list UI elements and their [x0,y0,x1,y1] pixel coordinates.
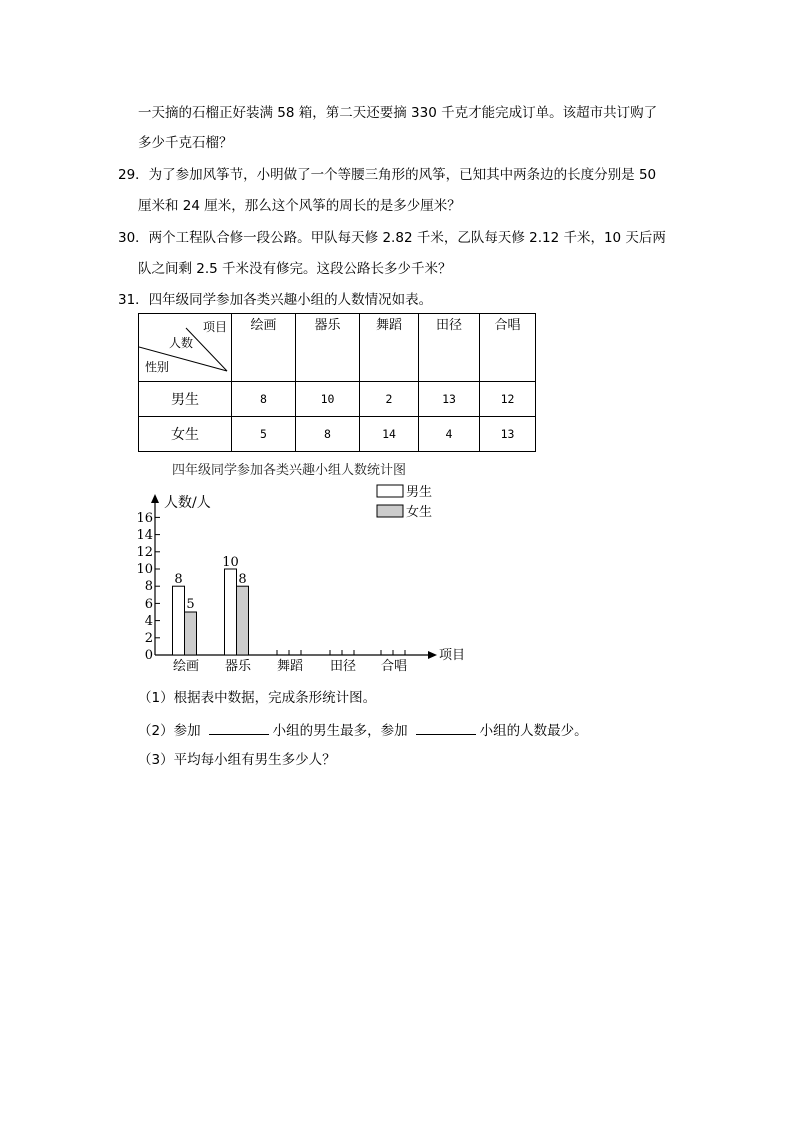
q29-line1: 29．为了参加风筝节，小明做了一个等腰三角形的风筝，已知其中两条边的长度分别是 50 [118,167,657,183]
q28-line1: 一天摘的石榴正好装满 58 箱，第二天还要摘 330 千克才能完成订单。该超市共订购了 [138,105,658,121]
column-header: 田径 [419,314,480,382]
table-cell: 13 [480,417,536,452]
bar-painting-male [173,586,185,655]
legend-male-label: 男生 [406,485,433,500]
column-header: 合唱 [480,314,536,382]
svg-text:12: 12 [136,545,153,560]
column-header: 绘画 [232,314,296,382]
table-cell: 8 [232,382,296,417]
sub-question-2 [138,720,588,740]
svg-text:绘画: 绘画 [172,659,200,674]
svg-text:10: 10 [136,562,153,577]
svg-text:器乐: 器乐 [224,659,252,674]
legend-male-swatch [377,485,403,497]
corner-label-gender: 性别 [145,360,170,374]
x-category-labels [173,658,407,674]
bar-label: 5 [186,597,195,612]
sub2-part-b: 小组的男生最多，参加 [272,723,408,739]
x-axis-label: 项目 [439,648,466,663]
y-axis-label: 人数/人 [164,495,211,511]
q29-line2: 厘米和 24 厘米，那么这个风筝的周长的是多少厘米？ [138,198,461,214]
bar-instrument-female [237,586,249,655]
table-cell: 10 [296,382,360,417]
q31-intro: 31．四年级同学参加各类兴趣小组的人数情况如表。 [118,292,433,308]
x-axis-arrow-icon [428,651,437,659]
svg-text:田径: 田径 [329,659,357,674]
table-cell: 8 [296,417,360,452]
table-cell: 5 [232,417,296,452]
legend-female-swatch [377,505,403,517]
svg-text:16: 16 [136,511,153,526]
answer-blank-fewest-people[interactable] [416,720,476,735]
q30-line2: 队之间剩 2.5 千米没有修完。这段公路长多少千米？ [138,261,452,277]
corner-label-count: 人数 [169,336,194,350]
bar-label: 8 [238,572,247,587]
svg-text:8: 8 [144,579,153,594]
sub2-part-c: 小组的人数最少。 [479,723,588,739]
column-header: 器乐 [296,314,360,382]
q30-line1: 30．两个工程队合修一段公路。甲队每天修 2.82 千米，乙队每天修 2.12 千米，10 天后两 [118,230,666,246]
bar-painting-female [185,612,197,655]
svg-text:4: 4 [144,614,153,629]
table-cell: 4 [419,417,480,452]
answer-blank-most-boys[interactable] [209,720,269,735]
legend-female-label: 女生 [406,505,433,520]
svg-text:14: 14 [136,528,153,543]
sub-question-1: （1）根据表中数据，完成条形统计图。 [138,690,377,706]
svg-text:舞蹈: 舞蹈 [276,659,304,674]
table-cell: 14 [360,417,419,452]
row-label: 女生 [139,417,232,452]
y-tick-labels [136,511,153,663]
svg-text:合唱: 合唱 [380,659,408,674]
row-label: 男生 [139,382,232,417]
sub2-part-a: （2）参加 [138,723,201,739]
svg-text:0: 0 [144,648,153,663]
svg-text:6: 6 [144,597,153,612]
table-cell: 2 [360,382,419,417]
bar-instrument-male [225,569,237,655]
chart-title: 四年级同学参加各类兴趣小组人数统计图 [172,463,407,478]
bar-label: 8 [174,572,183,587]
corner-label-project: 项目 [203,320,228,334]
y-axis-arrow-icon [151,494,159,503]
sub-question-3: （3）平均每小组有男生多少人？ [138,752,336,768]
table-cell: 13 [419,382,480,417]
svg-text:2: 2 [144,631,153,646]
table-cell: 12 [480,382,536,417]
bar-label: 10 [222,555,239,570]
q28-line2: 多少千克石榴？ [138,135,233,151]
column-header: 舞蹈 [360,314,419,382]
